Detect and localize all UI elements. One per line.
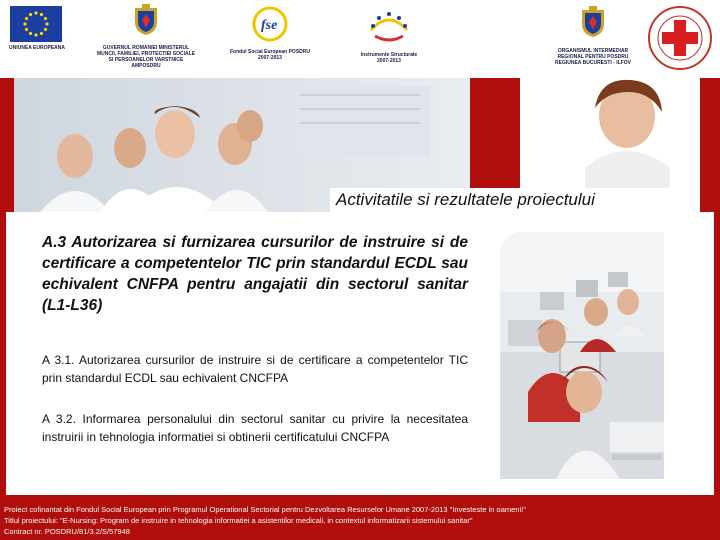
ministry-caption: GUVERNUL ROMANIEI MINISTERUL MUNCII, FAMILIEI, PROTECTIEI SOCIALE SI PERSOANELOR VARSTNICE AMPOSDRU — [96, 45, 196, 69]
structural-instruments-logo-icon — [365, 4, 413, 48]
eu-caption-text: UNIUNEA EUROPEANA — [9, 45, 65, 51]
computer-class-photo — [500, 232, 664, 479]
activity-heading: A.3 Autorizarea si furnizarea cursurilor de instruire si de certificare a competentelor TIC prin standardul ECDL sau echivalent CNFPA pentru angajatii din sectorul sanitar (L1-L36) — [42, 234, 468, 314]
fse-logo — [228, 0, 312, 61]
ministry-logo — [94, 0, 198, 69]
page-title: Activitatile si rezultatele proiectului — [336, 190, 595, 209]
structural-logo — [354, 0, 424, 64]
romania-crest-icon — [133, 4, 159, 36]
fse-logo-icon — [248, 4, 292, 44]
activity-content — [42, 232, 468, 446]
right-red-border — [714, 212, 720, 495]
activity-paragraph-3-2: A 3.2. Informarea personalului din sectorul sanitar cu privire la necesitatea instruirii in tehnologia informatiei si obtinerii certificatului CNCFPA — [42, 412, 468, 444]
svg-text:fse: fse — [261, 18, 278, 33]
footer-line-3: Contract nr. POSDRU/81/3.2/S/57948 — [4, 527, 130, 536]
oirposdru-logo — [548, 0, 638, 66]
eu-flag-icon — [10, 6, 62, 42]
oirposdru-caption: ORGANISMUL INTERMEDIAR REGIONAL PENTRU POSDRU REGIUNEA BUCURESTI - ILFOV — [555, 48, 631, 66]
structural-caption: Instrumente Structurale 2007-2013 — [360, 52, 418, 64]
red-cross-logo-icon — [646, 4, 714, 72]
romania-crest-icon — [580, 6, 606, 38]
activity-paragraph-3-1: A 3.1. Autorizarea cursurilor de instruire si de certificare a competentelor TIC prin standardul ECDL sau echivalent CNCFPA — [42, 353, 468, 385]
left-red-border — [0, 212, 6, 495]
fse-caption: Fondul Social European POSDRU 2007-2013 — [229, 49, 310, 61]
footer-line-1: Proiect cofinantat din Fondul Social European prin Programul Operational Sectorial pentru Dezvoltarea Resurselor Umane 2007-2013 "Investeste in oameni!" — [4, 505, 526, 514]
logo-header — [0, 0, 720, 78]
footer-text — [4, 504, 704, 537]
footer-line-2: Titlul proiectului: "E-Nursing: Program de instruire in tehnologia informatiei a asistentilor medicali, in contextul informatizarii sistemului sanitar" — [4, 516, 473, 525]
eu-caption — [2, 45, 72, 51]
